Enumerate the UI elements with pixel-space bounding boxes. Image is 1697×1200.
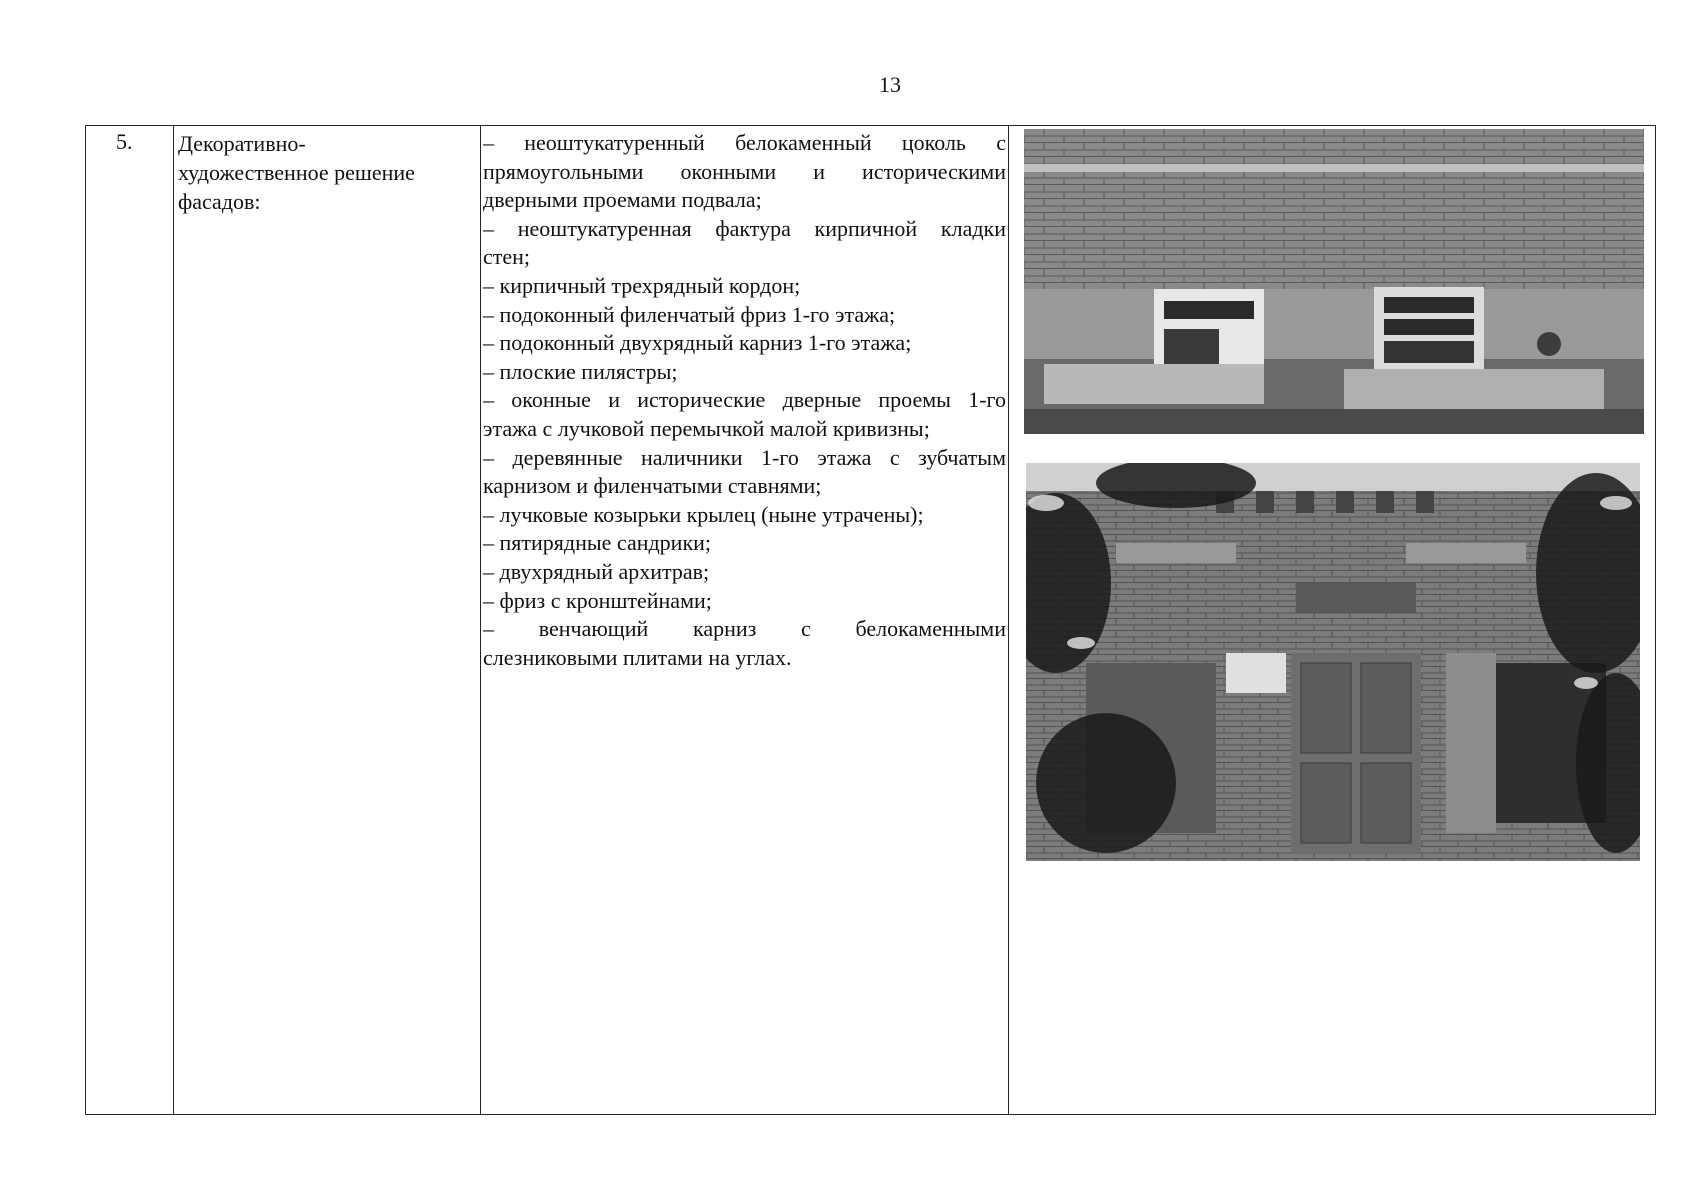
photo-first-floor-window	[1026, 463, 1640, 861]
description-line: дверными проемами подвала;	[483, 187, 762, 213]
description-line: – неоштукатуренная фактура кирпичной кладки	[483, 215, 1006, 241]
column-divider	[1008, 126, 1009, 1114]
row-name	[178, 129, 458, 216]
description-line: этажа с лучковой перемычкой малой кривизны;	[483, 415, 930, 441]
row-number: 5.	[116, 129, 133, 154]
page-number: 13	[879, 72, 901, 97]
description-line: – подоконный филенчатый фриз 1-го этажа;	[483, 301, 896, 327]
description-line: – двухрядный архитрав;	[483, 558, 710, 584]
description-line: – подоконный двухрядный карниз 1-го этажа;	[483, 330, 912, 356]
description-line: – кирпичный трехрядный кордон;	[483, 272, 801, 298]
facade-elements-table	[85, 125, 1656, 1115]
description-line: – венчающий карниз с белокаменными	[483, 616, 1006, 642]
photo-basement-plinth	[1024, 129, 1644, 434]
row-description	[483, 129, 1006, 672]
description-line: карнизом и филенчатыми ставнями;	[483, 473, 822, 499]
row-name-line: художественное решение	[178, 160, 415, 185]
description-line: – плоские пилястры;	[483, 358, 678, 384]
description-line: – неоштукатуренный белокаменный цоколь с	[483, 130, 1006, 155]
description-line: – пятирядные сандрики;	[483, 530, 712, 556]
row-name-line: фасадов:	[178, 189, 261, 214]
column-divider	[480, 126, 481, 1114]
description-line: стен;	[483, 244, 531, 270]
description-line: – деревянные наличники 1-го этажа с зубчатым	[483, 444, 1006, 470]
description-line: прямоугольными оконными и историческими	[483, 158, 1006, 184]
description-line: – лучковые козырьки крылец (ныне утрачены);	[483, 501, 924, 527]
description-line: слезниковыми плитами на углах.	[483, 644, 792, 670]
column-divider	[173, 126, 174, 1114]
description-line: – оконные и исторические дверные проемы 1-го	[483, 387, 1006, 413]
description-line: – фриз с кронштейнами;	[483, 587, 712, 613]
row-name-line: Декоративно-	[178, 131, 306, 156]
